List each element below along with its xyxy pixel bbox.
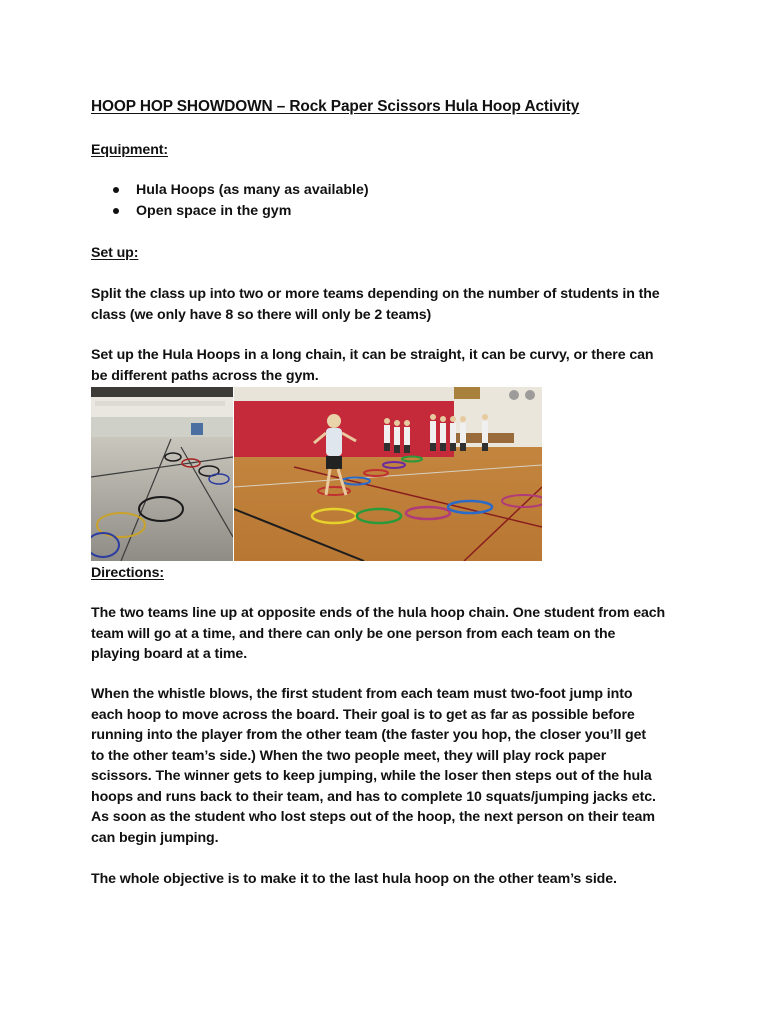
directions-heading: Directions: (91, 565, 165, 581)
gym-floor-photo (91, 387, 233, 561)
setup-heading: Set up: (91, 245, 139, 261)
students-jumping-photo (234, 387, 542, 561)
equipment-heading: Equipment: (91, 142, 169, 158)
setup-line: Set up the Hula Hoops in a long chain, it can be straight, it can be curvy, or there can (91, 347, 654, 363)
directions-line: hoops and runs back to their team, and has to complete 10 squats/jumping jacks etc. (91, 789, 656, 805)
students-jumping-image (234, 387, 542, 561)
gym-floor-image (91, 387, 233, 561)
equipment-list (113, 180, 369, 222)
directions-line: to the other team’s side.) When the two people meet, they will play rock paper (91, 748, 607, 764)
list-item: Open space in the gym (113, 201, 369, 222)
page-title: HOOP HOP SHOWDOWN – Rock Paper Scissors Hula Hoop Activity (91, 98, 580, 115)
setup-line: Split the class up into two or more teams depending on the number of students in the (91, 286, 660, 302)
directions-line: can begin jumping. (91, 830, 219, 846)
directions-line: team will go at a time, and there can only be one person from each team on the (91, 626, 616, 642)
directions-line: The whole objective is to make it to the last hula hoop on the other team’s side. (91, 871, 617, 887)
directions-line: When the whistle blows, the first student from each team must two-foot jump into (91, 686, 633, 702)
setup-line: be different paths across the gym. (91, 368, 319, 384)
directions-line: scissors. The winner gets to keep jumping, while the loser then steps out of the hula (91, 768, 652, 784)
bullet-icon (113, 208, 119, 214)
setup-line: class (we only have 8 so there will only be 2 teams) (91, 307, 432, 323)
directions-line: As soon as the student who lost steps out of the hoop, the next person on their team (91, 809, 655, 825)
directions-line: running into the player from the other team (the faster you hop, the closer you’ll get (91, 727, 647, 743)
directions-line: playing board at a time. (91, 646, 248, 662)
bullet-icon (113, 187, 119, 193)
directions-line: each hoop to move across the board. Their goal is to get as far as possible before (91, 707, 635, 723)
directions-line: The two teams line up at opposite ends of the hula hoop chain. One student from each (91, 605, 666, 621)
list-item: Hula Hoops (as many as available) (113, 180, 369, 201)
